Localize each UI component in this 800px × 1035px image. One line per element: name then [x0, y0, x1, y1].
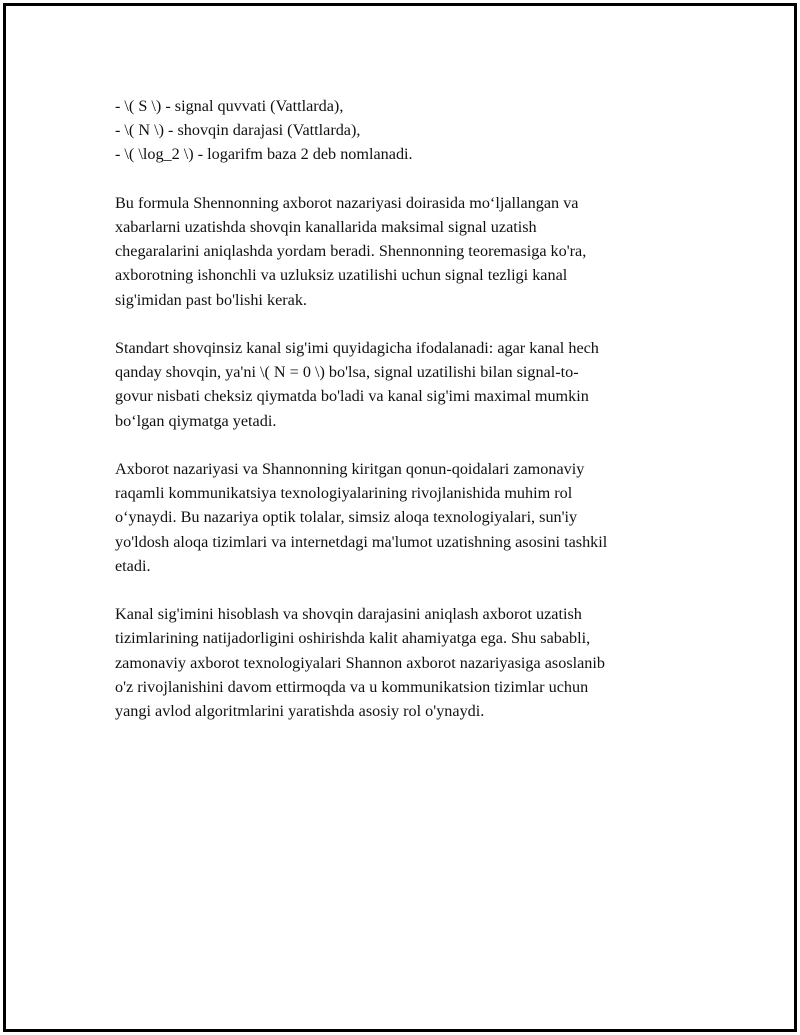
paragraph-channel-capacity — [115, 602, 685, 723]
definitions-list — [115, 94, 685, 167]
text-line: sig'imidan past bo'lishi kerak. — [115, 290, 307, 309]
text-line: o‘ynaydi. Bu nazariya optik tolalar, simsiz aloqa texnologiyalari, sun'iy — [115, 508, 578, 527]
text-line: Standart shovqinsiz kanal sig'imi quyidagicha ifodalanadi: agar kanal hech — [115, 339, 599, 357]
text-line: Axborot nazariyasi va Shannonning kiritgan qonun-qoidalari zamonaviy — [115, 460, 585, 478]
definition-item-log2: - \( \log_2 \) - logarifm baza 2 deb nomlanadi. — [115, 145, 413, 164]
text-line: etadi. — [115, 556, 151, 575]
document-body — [115, 94, 685, 723]
text-line: Bu formula Shennonning axborot nazariyasi doirasida mo‘ljallangan va — [115, 193, 579, 212]
paragraph-shannon-formula — [115, 191, 685, 312]
text-line: o'z rivojlanishini davom ettirmoqda va u kommunikatsion tizimlar uchun — [115, 677, 589, 696]
text-line: chegaralarini aniqlashda yordam beradi. Shennonning teoremasiga ko'ra, — [115, 242, 587, 261]
text-line: yo'ldosh aloqa tizimlari va internetdagi ma'lumot uzatishning asosini tashkil — [115, 532, 608, 551]
text-line: raqamli kommunikatsiya texnologiyalarining rivojlanishida muhim rol — [115, 484, 573, 503]
text-line: yangi avlod algoritmlarini yaratishda asosiy rol o'ynaydi. — [115, 702, 485, 721]
paragraph-noiseless-channel — [115, 336, 685, 433]
text-line: Kanal sig'imini hisoblash va shovqin darajasini aniqlash axborot uzatish — [115, 605, 582, 624]
text-line: xabarlarni uzatishda shovqin kanallarida maksimal signal uzatish — [115, 218, 537, 236]
definition-item-n: - \( N \) - shovqin darajasi (Vattlarda), — [115, 121, 361, 140]
text-line: bo‘lgan qiymatga yetadi. — [115, 411, 277, 430]
text-line: govur nisbati cheksiz qiymatda bo'ladi va kanal sig'imi maximal mumkin — [115, 387, 589, 406]
text-line: qanday shovqin, ya'ni \( N = 0 \) bo'lsa, signal uzatilishi bilan signal-to- — [115, 363, 579, 382]
paragraph-information-theory — [115, 457, 685, 578]
text-line: axborotning ishonchli va uzluksiz uzatilishi uchun signal tezligi kanal — [115, 266, 568, 285]
definition-item-s: - \( S \) - signal quvvati (Vattlarda), — [115, 97, 344, 115]
text-line: tizimlarining natijadorligini oshirishda kalit ahamiyatga ega. Shu sababli, — [115, 629, 591, 648]
text-line: zamonaviy axborot texnologiyalari Shannon axborot nazariyasiga asoslanib — [115, 653, 605, 672]
